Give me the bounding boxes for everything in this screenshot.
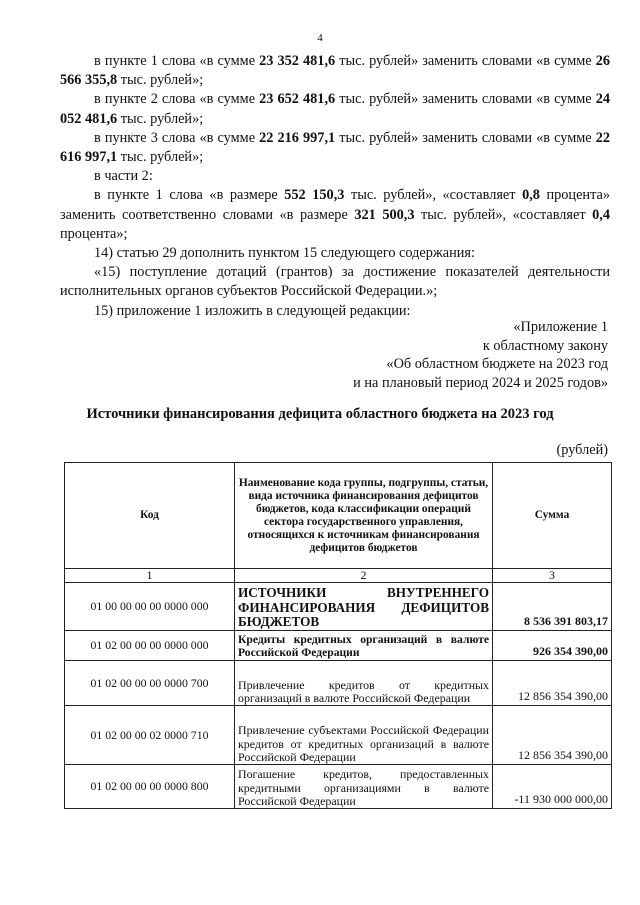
appendix-heading	[353, 318, 608, 392]
row-sum: 926 354 390,00	[493, 631, 612, 661]
financing-table	[64, 462, 612, 809]
page-number: 4	[317, 32, 323, 44]
table-header-row	[65, 463, 612, 569]
row-sum: 12 856 354 390,00	[493, 706, 612, 765]
paragraph: 15) приложение 1 изложить в следующей редакции:	[94, 302, 411, 319]
row-name: Кредиты кредитных организаций в валюте Российской Федерации	[235, 631, 493, 661]
body-text	[60, 52, 610, 321]
row-name: Привлечение кредитов от кредитных организаций в валюте Российской Федерации	[235, 661, 493, 706]
row-sum: 8 536 391 803,17	[493, 583, 612, 631]
table-row	[65, 631, 612, 661]
column-number: 3	[493, 569, 612, 583]
row-code: 01 02 00 00 00 0000 800	[65, 765, 235, 809]
unit-label: (рублей)	[556, 442, 608, 458]
row-code: 01 02 00 00 00 0000 000	[65, 631, 235, 661]
paragraph: в части 2:	[94, 168, 153, 185]
table-row	[65, 765, 612, 809]
table-title: Источники финансирования дефицита областного бюджета на 2023 год	[86, 406, 554, 422]
appendix-line: к областному закону	[482, 337, 608, 354]
appendix-line: «Об областном бюджете на 2023 год	[386, 356, 608, 372]
row-code: 01 02 00 00 02 0000 710	[65, 706, 235, 765]
row-name: Погашение кредитов, предоставленных кредитными организациями в валюте Российской Федерации	[235, 765, 493, 809]
column-number: 2	[235, 569, 493, 583]
paragraph: в пункте 2 слова «в сумме 23 652 481,6 тыс. рублей» заменить словами «в сумме 24 052 481,6 тыс. рублей»;	[60, 91, 611, 127]
paragraph: в пункте 1 слова «в сумме 23 352 481,6 тыс. рублей» заменить словами «в сумме 26 566 355,8 тыс. рублей»;	[60, 53, 611, 89]
row-code: 01 02 00 00 00 0000 700	[65, 661, 235, 706]
table-row	[65, 661, 612, 706]
column-number: 1	[65, 569, 235, 583]
row-name: ИСТОЧНИКИ ВНУТРЕННЕГО ФИНАНСИРОВАНИЯ ДЕФИЦИТОВ БЮДЖЕТОВ	[235, 583, 493, 631]
table-row	[65, 583, 612, 631]
row-name: Привлечение субъектами Российской Федерации кредитов от кредитных организаций в валюте Российской Федерации	[235, 706, 493, 765]
table-row	[65, 706, 612, 765]
header-name: Наименование кода группы, подгруппы, статьи, вида источника финансирования дефицитов бюджетов, кода классификации операций сектора государственного управления, относящихся к источникам финансирования дефицитов бюджетов	[235, 463, 493, 569]
column-number-row	[65, 569, 612, 583]
row-sum: 12 856 354 390,00	[493, 661, 612, 706]
paragraph: «15) поступление дотаций (грантов) за достижение показателей деятельности исполнительных органов субъектов Российской Федерации.»;	[60, 264, 610, 300]
paragraph: в пункте 1 слова «в размере 552 150,3 тыс. рублей», «составляет 0,8 процента» заменить соответственно словами «в размере 321 500,3 тыс. рублей», «составляет 0,4 процента»;	[60, 187, 611, 242]
header-sum: Сумма	[493, 463, 612, 569]
row-sum: -11 930 000 000,00	[493, 765, 612, 809]
paragraph: 14) статью 29 дополнить пунктом 15 следующего содержания:	[94, 245, 475, 262]
appendix-line: «Приложение 1	[513, 319, 608, 335]
appendix-line: и на плановый период 2024 и 2025 годов»	[353, 374, 608, 391]
paragraph: в пункте 3 слова «в сумме 22 216 997,1 тыс. рублей» заменить словами «в сумме 22 616 997,1 тыс. рублей»;	[60, 129, 611, 166]
header-code: Код	[65, 463, 235, 569]
row-code: 01 00 00 00 00 0000 000	[65, 583, 235, 631]
